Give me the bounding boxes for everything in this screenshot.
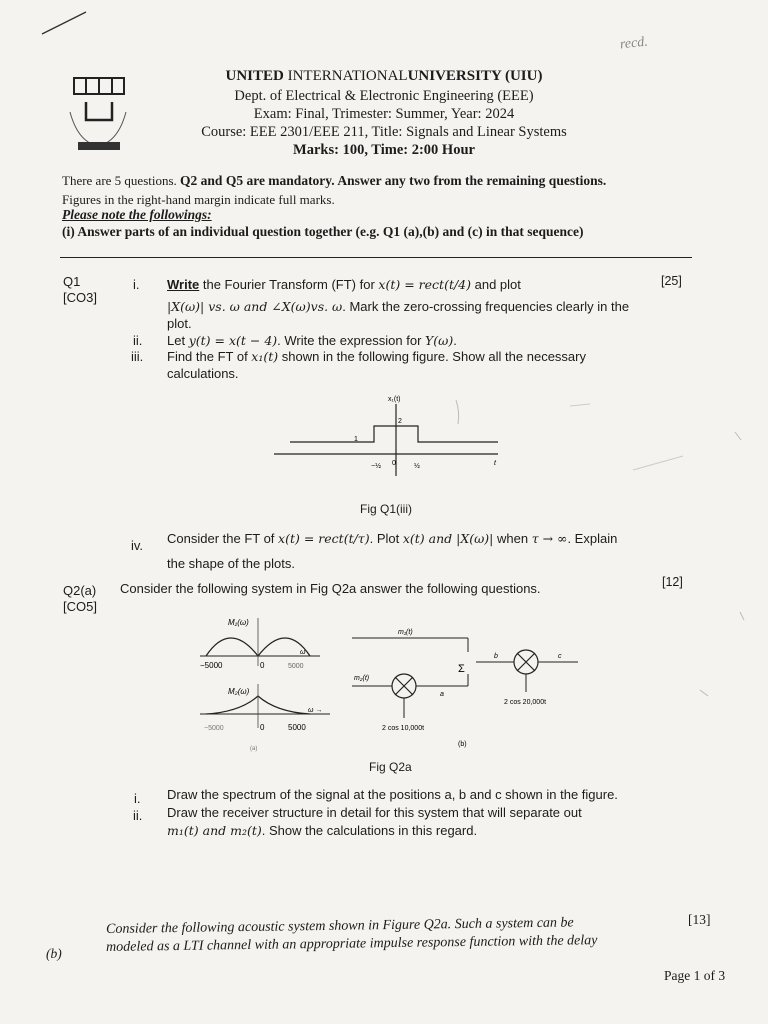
fig-q2a-sub-b: (b): [458, 741, 467, 748]
fig-q2a-neg5000-b: −5000: [204, 725, 224, 732]
fig-q2a-m2t: m₂(t): [354, 675, 370, 682]
instructions-heading: Please note the followings:: [62, 207, 212, 222]
q1-label: Q1: [63, 274, 81, 289]
q2a-ii-line2: m₁(t) and m₂(t). Show the calculations in this regard.: [167, 823, 478, 838]
department: Dept. of Electrical & Electronic Engineering (EEE): [234, 88, 534, 104]
q1-iii-line2: calculations.: [167, 366, 239, 381]
fig-q1iii-t-label: t: [494, 460, 496, 467]
q2a-co: [CO5]: [63, 599, 97, 614]
q1-iv-line2: the shape of the plots.: [167, 556, 295, 571]
fig-q2a-m1w: M₁(ω): [228, 618, 249, 627]
instructions-line2: Figures in the right-hand margin indicate full marks.: [62, 192, 335, 207]
q1-iii-line1: Find the FT of x₁(t) shown in the following figure. Show all the necessary: [167, 349, 586, 364]
q2a-ii-line1: Draw the receiver structure in detail for this system that will separate out: [167, 805, 582, 820]
q2b-line2: modeled as a LTI channel with an appropriate impulse response function with the delay: [106, 933, 598, 955]
fig-q2a-cos1: 2 cos 10,000t: [382, 725, 425, 732]
fig-q2a-a: a: [440, 691, 444, 698]
handwritten-annotation: recd.: [619, 34, 649, 53]
fig-q1iii-level1: 1: [354, 436, 358, 443]
fig-q2a-zero-b: 0: [260, 723, 265, 732]
q2a-intro: Consider the following system in Fig Q2a answer the following questions.: [120, 581, 541, 596]
q2b-label: (b): [46, 946, 62, 961]
instructions-line4: (i) Answer parts of an individual question together (e.g. Q1 (a),(b) and (c) in that sequence): [62, 224, 584, 239]
course-info: Course: EEE 2301/EEE 211, Title: Signals and Linear Systems: [201, 124, 567, 140]
q1-i-line2: |X(ω)| vs. ω and ∠X(ω)vs. ω. Mark the zero-crossing frequencies clearly in the: [167, 299, 630, 314]
university-name: UNITED INTERNATIONALUNIVERSITY (UIU): [225, 68, 543, 84]
divider: [60, 257, 692, 258]
fig-q2a-m1t: m₁(t): [398, 629, 413, 636]
fig-q2a-pos5000-a: 5000: [288, 663, 304, 670]
q1-iv-num: iv.: [131, 538, 144, 553]
q1-ii-text: Let y(t) = x(t − 4). Write the expression for Y(ω).: [167, 333, 457, 348]
fig-q2a-caption: Fig Q2a: [369, 760, 412, 774]
fig-q1iii-level2: 2: [398, 418, 402, 425]
q1-iv-line1: Consider the FT of x(t) = rect(t/τ). Plot x(t) and |X(ω)| when τ → ∞. Explain: [167, 531, 618, 546]
q1-co: [CO3]: [63, 290, 97, 305]
q1-i-line3: plot.: [167, 316, 192, 331]
fig-q2a-sigma: Σ: [458, 663, 465, 675]
fig-q1iii-ylabel: x₁(t): [388, 396, 401, 403]
q2a-marks: [12]: [662, 575, 683, 589]
fig-q2a-c: c: [558, 653, 562, 660]
instructions-line1: There are 5 questions. Q2 and Q5 are mandatory. Answer any two from the remaining questions.: [62, 173, 607, 188]
q1-i-num: i.: [133, 277, 140, 292]
page-number: Page 1 of 3: [664, 968, 726, 983]
fig-q1iii-zero: 0: [392, 460, 396, 467]
fig-q2a-sub-a: (a): [250, 746, 258, 752]
fig-q2a-omega-a: ω: [300, 649, 306, 656]
exam-info: Exam: Final, Trimester: Summer, Year: 2024: [253, 106, 515, 122]
q1-i-line1: Write the Fourier Transform (FT) for x(t) = rect(t/4) and plot: [167, 277, 521, 292]
fig-q1iii-pos-half: ½: [414, 463, 420, 470]
fig-q2a-pos5000-b: 5000: [288, 723, 306, 732]
fig-q2a-m2w: M₂(ω): [228, 687, 250, 696]
fig-q2a-b: b: [494, 653, 498, 660]
q2a-label: Q2(a): [63, 583, 97, 598]
q1-ii-num: ii.: [133, 333, 143, 348]
q1-iii-num: iii.: [131, 349, 144, 364]
q2a-ii-num: ii.: [133, 808, 143, 823]
q2a-i-text: Draw the spectrum of the signal at the positions a, b and c shown in the figure.: [167, 787, 618, 802]
fig-q1iii-caption: Fig Q1(iii): [360, 502, 413, 516]
q2b-line1: Consider the following acoustic system shown in Figure Q2a. Such a system can be: [106, 915, 574, 937]
q2b-marks: [13]: [688, 912, 711, 927]
marks-time: Marks: 100, Time: 2:00 Hour: [293, 142, 475, 158]
fig-q2a-omega-b: ω →: [308, 707, 323, 714]
fig-q2a-diagram: [190, 610, 590, 760]
fig-q1iii-neg-half: −½: [371, 463, 381, 470]
q2a-i-num: i.: [134, 791, 141, 806]
fig-q1iii-signal: [290, 426, 498, 442]
fig-q2a-zero-a: 0: [260, 661, 265, 670]
fig-q1iii-plot: [270, 390, 510, 486]
q1-marks: [25]: [661, 274, 682, 288]
fig-q2a-cos2: 2 cos 20,000t: [504, 699, 547, 706]
fig-q2a-neg5000-a: −5000: [200, 661, 223, 670]
